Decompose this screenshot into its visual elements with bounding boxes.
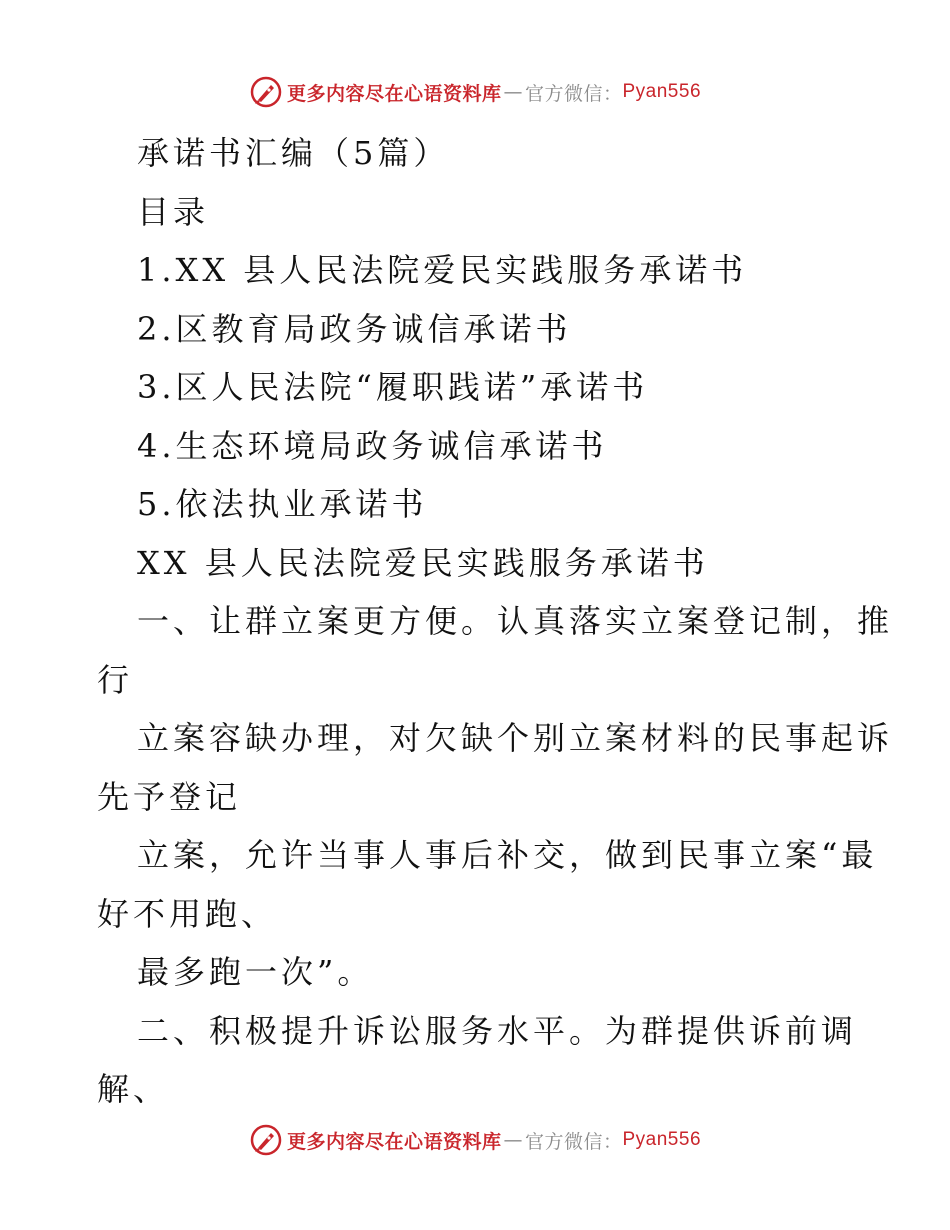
toc-item: 4.生态环境局政务诚信承诺书 (137, 426, 608, 465)
section-title: XX 县人民法院爱民实践服务承诺书 (137, 543, 709, 582)
watermark-wechat-id: Pyan556 (622, 1129, 702, 1150)
body-line: 行 (97, 660, 134, 699)
watermark-dash: — (503, 1129, 523, 1151)
fountain-pen-logo-icon (249, 75, 283, 109)
toc-item: 3.区人民法院“履职践诺”承诺书 (137, 368, 649, 406)
body-line: 最多跑一次”。 (137, 953, 374, 991)
watermark-wechat-id: Pyan556 (622, 81, 702, 102)
document-body (97, 124, 894, 1119)
body-line: 一、让群立案更方便。认真落实立案登记制，推 (137, 602, 894, 640)
toc-heading: 目录 (137, 192, 210, 231)
body-line: 好不用跑、 (97, 894, 278, 933)
watermark-main-text: 更多内容尽在心语资料库 (286, 1130, 502, 1153)
body-line: 立案，允许当事人事后补交，做到民事立案“最 (137, 836, 878, 874)
fountain-pen-logo-icon (249, 1123, 283, 1157)
watermark-official-label: 官方微信： (524, 82, 623, 105)
watermark-header (0, 72, 950, 112)
toc-item: 1.XX 县人民法院爱民实践服务承诺书 (137, 251, 748, 289)
body-line: 解、 (97, 1070, 170, 1108)
watermark-footer (0, 1120, 950, 1160)
watermark-dash: — (503, 81, 523, 103)
watermark-official-label: 官方微信： (524, 1130, 623, 1153)
body-line: 二、积极提升诉讼服务水平。为群提供诉前调 (137, 1011, 858, 1050)
body-line: 先予登记 (97, 777, 242, 816)
toc-item: 2.区教育局政务诚信承诺书 (137, 309, 572, 348)
document-title: 承诺书汇编（5篇） (137, 134, 450, 172)
toc-item: 5.依法执业承诺书 (137, 485, 428, 523)
body-line: 立案容缺办理，对欠缺个别立案材料的民事起诉 (137, 719, 894, 757)
watermark-main-text: 更多内容尽在心语资料库 (286, 82, 502, 105)
